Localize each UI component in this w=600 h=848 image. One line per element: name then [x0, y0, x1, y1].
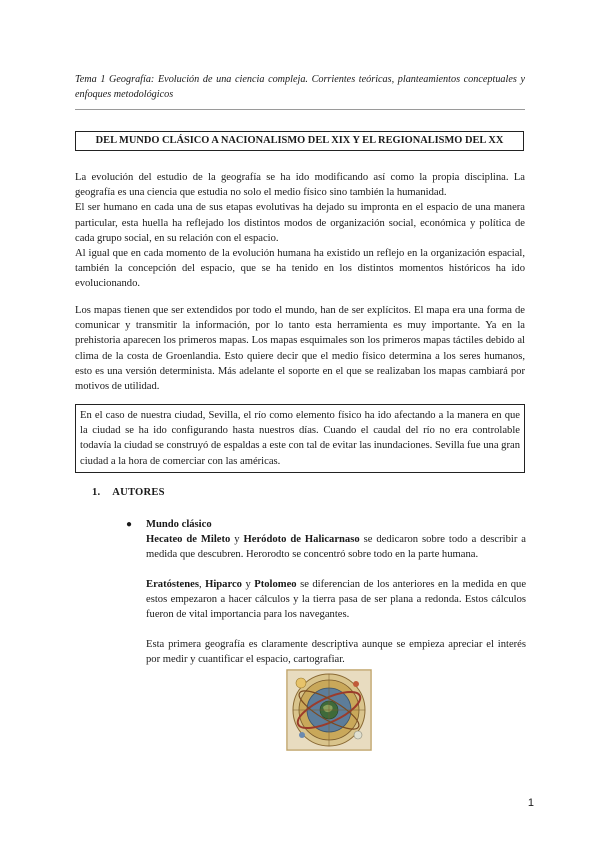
paragraph-text: se dedicaron sobre todo a describir a medida que descubren. Herorodto se concentró sobre todo en la parte humana.: [146, 534, 526, 561]
section-title: AUTORES: [112, 487, 165, 498]
intro-paragraphs: [75, 170, 525, 292]
page-header: Tema 1 Geografía: Evolución de una ciencia compleja. Corrientes teóricas, planteamientos conceptuales y enfoques metodológicos: [75, 74, 525, 100]
list-item-classic-world: [146, 517, 526, 563]
author-name: Ptolomeo: [254, 579, 297, 590]
section-title-box: DEL MUNDO CLÁSICO A NACIONALISMO DEL XIX Y EL REGIONALISMO DEL XX: [75, 131, 524, 151]
page-number: 1: [527, 797, 534, 809]
intro-paragraph: Al igual que en cada momento de la evolución humana ha existido un reflejo en la organización espacial, también la concepción del espacio, que se ha tenido en los distintos momentos históricos ha ido evolucionando.: [75, 248, 525, 290]
authors-paragraph-3: Esta primera geografía es claramente descriptiva aunque se empieza apreciar el interés por medir y cuantificar el espacio, cartografiar.: [146, 639, 526, 666]
author-name: Eratóstenes: [146, 579, 199, 590]
celestial-map-image: [286, 669, 372, 751]
section-number: 1.: [92, 487, 101, 498]
list-heading: Mundo clásico: [146, 519, 212, 530]
sevilla-note-box: En el caso de nuestra ciudad, Sevilla, el río como elemento físico ha ido afectando a la manera en que la ciudad se ha ido configurando hasta nuestros días. Cuando el caudal del río no era controlable todavía la ciudad se construyó de espaldas a este con tal de evitar las inundaciones. Sevilla fue una gran ciudad a la hora de comerciar con las américas.: [75, 404, 525, 473]
author-name: Heródoto de Halicarnaso: [243, 534, 360, 546]
intro-paragraph: El ser humano en cada una de sus etapas evolutivas ha dejado su impronta en el espacio de una manera particular, esta huella ha reflejado los distintos modos de organización social, económica y política de cada grupo social, en su relación con el espacio.: [75, 202, 525, 244]
maps-paragraph: [75, 303, 525, 394]
paragraph-text: se diferencian de los anteriores en la medida en que estos empezaron a hacer cálculos y la tierra pasa de ser plana a redonda. Estos cálculos fueron de vital importancia para los navegantes.: [146, 579, 527, 621]
author-name: Hiparco: [205, 579, 242, 590]
connector-text: y: [241, 579, 255, 590]
authors-paragraph-1: [146, 532, 526, 562]
author-name: Hecateo de Mileto: [146, 534, 231, 546]
intro-paragraph: La evolución del estudio de la geografía se ha ido modificando así como la propia disciplina. La geografía es una ciencia que estudia no solo el medio físico sino también la humanidad.: [75, 172, 525, 199]
image-caption-line: [286, 753, 372, 759]
authors-paragraph-2: [146, 577, 526, 623]
header-divider: [75, 109, 525, 110]
connector-text: y: [230, 534, 244, 546]
bullet-icon: ●: [126, 519, 133, 530]
maps-text: Los mapas tienen que ser extendidos por todo el mundo, han de ser explícitos. El mapa era una forma de comunicar y transmitir la información, por lo tanto esta herramienta es muy importante. Ya en la prehistoria aparecen los primeros mapas. Los mapas esquimales son los primeros mapas táctiles debido al clima de la costa de Groenlandia. Esto quiere decir que el medio físico determina a los seres humanos, esto es una versión determinista. Más adelante el soporte en el que se realizaban los mapas cambiará por motivos de utilidad.: [75, 305, 525, 393]
section-heading: [92, 487, 165, 498]
connector-text: ,: [198, 579, 206, 590]
armillary-illustration: [286, 669, 372, 751]
